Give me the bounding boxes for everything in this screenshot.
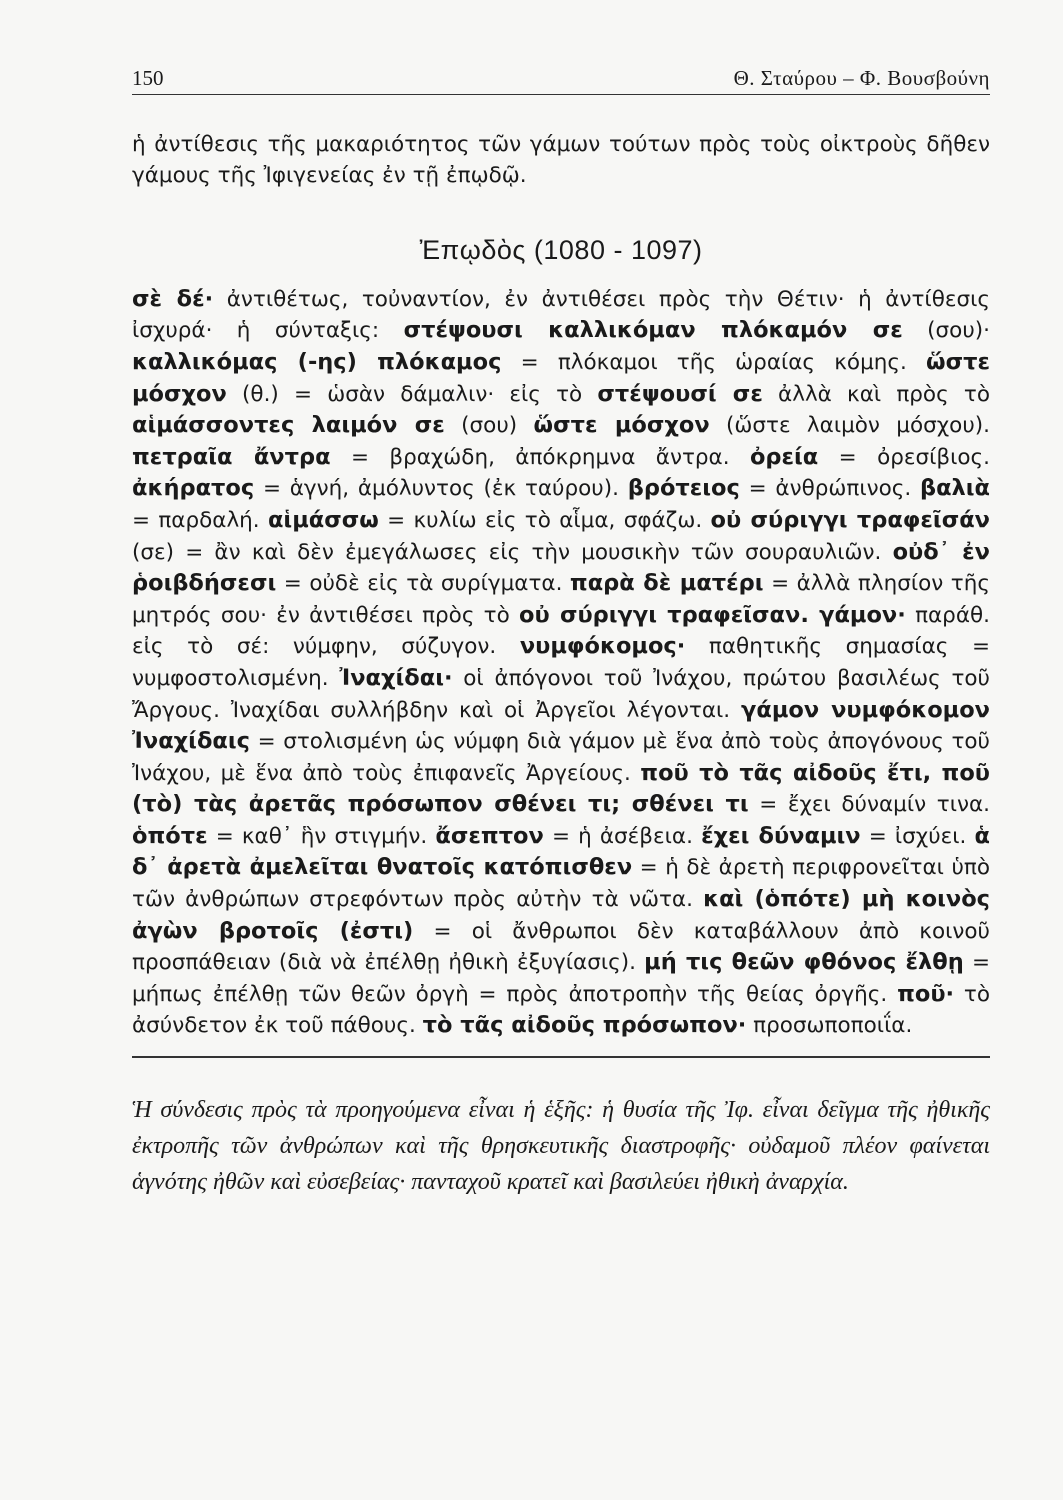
intro-text: ἡ ἀντίθεσις τῆς μακαριότητος τῶν γάμων τούτων πρὸς τοὺς οἰκτροὺς δῆθεν γάμους τῆς Ἰφιγενείας ἐν τῇ ἐπῳδῷ. xyxy=(132,132,990,188)
lemma-term: βρότειος xyxy=(627,475,740,502)
page-header xyxy=(132,64,990,95)
lemma-term: στέψουσι καλλικόμαν πλόκαμόν σε xyxy=(403,317,903,344)
lemma-term: ὥστε μόσχον xyxy=(132,348,990,407)
lemma-term: στέψουσί σε xyxy=(597,380,763,407)
gloss-text: = οὐδὲ εἰς τὰ συρίγματα. xyxy=(276,571,570,597)
lemma-term: ὀρεία xyxy=(749,443,819,470)
gloss-text: = ἀνθρώπινος. xyxy=(739,476,920,502)
gloss-text: = πλόκαμοι τῆς ὡραίας κόμης. xyxy=(501,349,927,375)
lemma-term: γάμον νυμφόκομον Ἰναχίδαις xyxy=(132,696,990,755)
gloss-text: = ἁγνή, ἀμόλυντος (ἐκ ταύρου). xyxy=(254,476,628,502)
lemma-term: ἁ δ᾽ ἀρετὰ ἀμελεῖται θνατοῖς κατόπισθεν xyxy=(132,822,990,881)
gloss-text: παθητικῆς σημασίας = νυμφοστολισμένη. xyxy=(132,634,990,691)
gloss-text: (ὥστε λαιμὸν μόσχου). xyxy=(709,413,990,439)
gloss-text: = ἀλλὰ πλησίον τῆς μητρός σου· ἐν ἀντιθέσει πρὸς τὸ xyxy=(132,571,990,628)
gloss-text: = ἔχει δύναμίν τινα. xyxy=(748,792,990,818)
lemma-term: οὐδ᾽ ἐν ῥοιβδήσεσι xyxy=(132,538,991,597)
lemma-term: ἀκήρατος xyxy=(132,475,255,502)
lemma-term: αἱμάσσω xyxy=(267,506,379,533)
gloss-text: (σου)· xyxy=(902,318,990,344)
lemma-term: ἄσεπτον xyxy=(435,822,544,849)
gloss-text: οἱ ἀπόγονοι τοῦ Ἰνάχου, πρώτου βασιλέως τοῦ Ἄργους. Ἰναχίδαι συλλήβδην καὶ οἱ Ἀργεῖοι λέγονται. xyxy=(132,665,990,723)
section-divider xyxy=(132,1056,990,1058)
gloss-text: = ὀρεσίβιος. xyxy=(818,444,990,470)
lemma-term: ποῦ τὸ τᾶς αἰδοῦς ἔτι, ποῦ (τὸ) τὰς ἀρετᾶς πρόσωπον σθένει τι; σθένει τι xyxy=(132,759,990,818)
gloss-text: = βραχώδη, ἀπόκρημνα ἄντρα. xyxy=(330,444,750,470)
gloss-text: (σε) = ἂν καὶ δὲν ἐμεγάλωσες εἰς τὴν μουσικὴν τῶν σουραυλιῶν. xyxy=(132,539,893,565)
lemma-term: πετραῖα ἄντρα xyxy=(132,443,331,470)
page-number: 150 xyxy=(132,66,164,90)
gloss-text: (θ.) = ὡσὰν δάμαλιν· εἰς τὸ xyxy=(226,381,598,407)
lemma-term: παρὰ δὲ ματέρι xyxy=(569,570,764,597)
gloss-text: παράθ. εἰς τὸ σέ: νύμφην, σύζυγον. xyxy=(132,602,990,660)
lemma-term: Ἰναχίδαι· xyxy=(339,664,453,691)
lemma-term: ὁπότε xyxy=(132,822,208,849)
lemma-term: μή τις θεῶν φθόνος ἔλθῃ xyxy=(644,949,964,976)
running-head: Θ. Σταύρου – Φ. Βουσβούνη xyxy=(733,66,990,90)
commentary-paragraph xyxy=(132,284,990,1042)
gloss-text: = στολισμένη ὡς νύμφη διὰ γάμον μὲ ἕνα ἀπὸ τοὺς ἀπογόνους τοῦ Ἰνάχου, μὲ ἕνα ἀπὸ τοὺς ἐπιφανεῖς Ἀργείους. xyxy=(132,729,990,786)
gloss-text: = κυλίω εἰς τὸ αἷμα, σφάζω. xyxy=(378,507,711,533)
gloss-text: = οἱ ἄνθρωποι δὲν καταβάλλουν ἀπὸ κοινοῦ προσπάθειαν (διὰ νὰ ἐπέλθῃ ἠθικὴ ἐξυγίασις). xyxy=(132,918,990,976)
page-body xyxy=(132,130,990,1200)
gloss-text: προσωποποιΐα. xyxy=(746,1013,913,1039)
gloss-text: (σου) xyxy=(444,413,534,439)
lemma-term: ποῦ· xyxy=(897,980,955,1007)
lemma-term: αἱμάσσοντες λαιμόν σε xyxy=(132,412,445,439)
gloss-text: τὸ ἀσύνδετον ἐκ τοῦ πάθους. xyxy=(132,981,990,1039)
lemma-term: σὲ δέ· xyxy=(132,285,214,312)
section-title: Ἐπῳδὸς (1080 - 1097) xyxy=(419,235,703,266)
lemma-term: νυμφόκομος· xyxy=(519,633,686,660)
lemma-term: ὥστε μόσχον xyxy=(533,412,710,439)
gloss-text: = παρδαλή. xyxy=(132,507,268,533)
lemma-term: οὐ σύριγγι τραφεῖσαν. γάμον· xyxy=(519,601,906,628)
summary-paragraph: Ἡ σύνδεσις πρὸς τὰ προηγούμενα εἶναι ἡ ἑξῆς: ἡ θυσία τῆς Ἰφ. εἶναι δεῖγμα τῆς ἠθικῆς ἐκτροπῆς τῶν ἀνθρώπων καὶ τῆς θρησκευτικῆς διαστροφῆς· οὐδαμοῦ πλέον φαίνεται ἁγνότης ἠθῶν καὶ εὐσεβείας· πανταχοῦ κρατεῖ καὶ βασιλεύει ἠθικὴ ἀναρχία. xyxy=(132,1096,990,1195)
gloss-text: = ἡ δὲ ἀρετὴ περιφρονεῖται ὑπὸ τῶν ἀνθρώπων στρεφόντων πρὸς αὐτὴν τὰ νῶτα. xyxy=(132,855,990,913)
intro-paragraph xyxy=(132,130,990,191)
lemma-term: οὐ σύριγγι τραφεῖσάν xyxy=(710,506,990,533)
gloss-text: ἀντιθέτως, τοὐναντίον, ἐν ἀντιθέσει πρὸς τὴν Θέτιν· ἡ ἀντίθεσις ἰσχυρά· ἡ σύνταξις: xyxy=(132,286,990,344)
gloss-text: = ἡ ἀσέβεια. xyxy=(543,823,702,849)
gloss-text: = ἰσχύει. xyxy=(860,823,975,849)
gloss-text: = καθ᾽ ἣν στιγμήν. xyxy=(207,823,436,849)
gloss-text: ἀλλὰ καὶ πρὸς τὸ xyxy=(762,381,990,407)
lemma-term: ἔχει δύναμιν xyxy=(701,822,861,849)
gloss-text: = μήπως ἐπέλθῃ τῶν θεῶν ὀργὴ = πρὸς ἀποτροπὴν τῆς θείας ὀργῆς. xyxy=(132,950,990,1007)
lemma-term: καὶ (ὁπότε) μὴ κοινὸς ἀγὼν βροτοῖς (ἐστι) xyxy=(132,886,990,944)
lemma-term: καλλικόμας (-ης) πλόκαμος xyxy=(132,348,502,375)
lemma-term: βαλιὰ xyxy=(919,475,991,502)
lemma-term: τὸ τᾶς αἰδοῦς πρόσωπον· xyxy=(422,1012,747,1039)
